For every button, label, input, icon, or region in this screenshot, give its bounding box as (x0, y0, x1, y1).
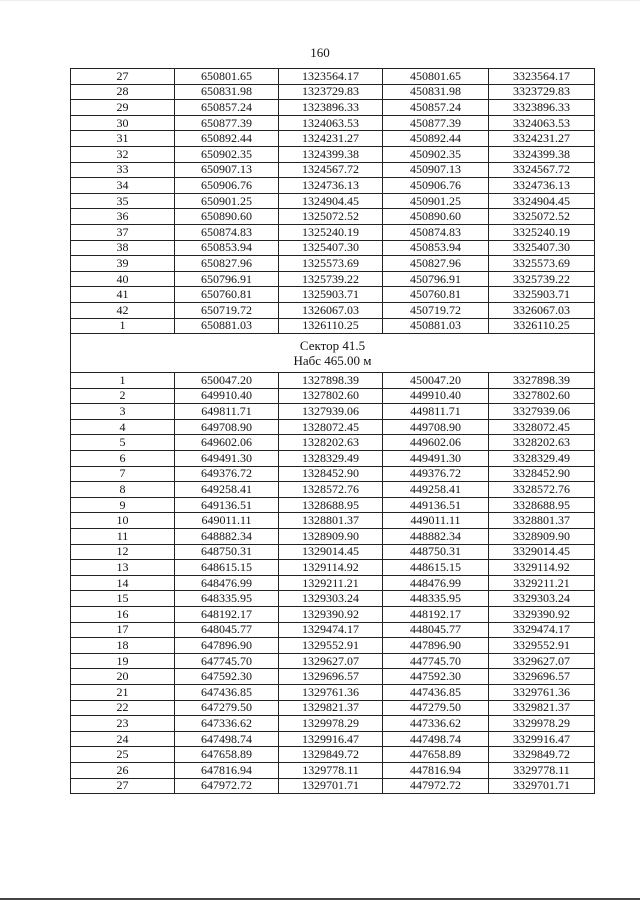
table-row (71, 607, 595, 623)
table-row (71, 115, 595, 131)
y-coord-cell: 1329303.24 (279, 591, 383, 607)
y-coord-alt-cell: 3327802.60 (489, 388, 595, 404)
x-coord-alt-cell: 447498.74 (383, 731, 489, 747)
y-coord-cell: 1329821.37 (279, 700, 383, 716)
x-coord-alt-cell: 447816.94 (383, 762, 489, 778)
sector-header-cell (71, 334, 595, 373)
page-number: 160 (310, 45, 330, 60)
x-coord-cell: 650760.81 (175, 287, 279, 303)
y-coord-cell: 1324063.53 (279, 115, 383, 131)
y-coord-cell: 1325407.30 (279, 240, 383, 256)
y-coord-alt-cell: 3325739.22 (489, 271, 595, 287)
table-row (71, 638, 595, 654)
x-coord-alt-cell: 449491.30 (383, 451, 489, 467)
y-coord-cell: 1328909.90 (279, 529, 383, 545)
x-coord-alt-cell: 449258.41 (383, 482, 489, 498)
x-coord-alt-cell: 448476.99 (383, 575, 489, 591)
y-coord-alt-cell: 3324399.38 (489, 146, 595, 162)
x-coord-cell: 647658.89 (175, 747, 279, 763)
table-row (71, 256, 595, 272)
x-coord-cell: 649602.06 (175, 435, 279, 451)
point-number-cell: 23 (71, 716, 175, 732)
table-body-bottom (71, 373, 595, 794)
point-number-cell: 42 (71, 302, 175, 318)
y-coord-cell: 1328202.63 (279, 435, 383, 451)
x-coord-cell: 647816.94 (175, 762, 279, 778)
y-coord-alt-cell: 3329303.24 (489, 591, 595, 607)
table-row (71, 271, 595, 287)
point-number-cell: 38 (71, 240, 175, 256)
x-coord-cell: 649136.51 (175, 497, 279, 513)
x-coord-cell: 650901.25 (175, 193, 279, 209)
point-number-cell: 27 (71, 69, 175, 85)
x-coord-cell: 649811.71 (175, 404, 279, 420)
table-row (71, 466, 595, 482)
y-coord-cell: 1329916.47 (279, 731, 383, 747)
page-top-edge (0, 0, 640, 1)
x-coord-cell: 647336.62 (175, 716, 279, 732)
y-coord-cell: 1326110.25 (279, 318, 383, 334)
x-coord-alt-cell: 450853.94 (383, 240, 489, 256)
x-coord-cell: 648045.77 (175, 622, 279, 638)
y-coord-cell: 1327898.39 (279, 373, 383, 389)
y-coord-cell: 1329978.29 (279, 716, 383, 732)
y-coord-alt-cell: 3329114.92 (489, 560, 595, 576)
y-coord-cell: 1325072.52 (279, 209, 383, 225)
x-coord-cell: 648750.31 (175, 544, 279, 560)
x-coord-alt-cell: 450827.96 (383, 256, 489, 272)
y-coord-alt-cell: 3325072.52 (489, 209, 595, 225)
x-coord-alt-cell: 450892.44 (383, 131, 489, 147)
point-number-cell: 1 (71, 373, 175, 389)
x-coord-alt-cell: 447972.72 (383, 778, 489, 794)
sector-header-row (71, 334, 595, 373)
x-coord-alt-cell: 450831.98 (383, 84, 489, 100)
point-number-cell: 16 (71, 607, 175, 623)
point-number-cell: 2 (71, 388, 175, 404)
x-coord-cell: 649910.40 (175, 388, 279, 404)
y-coord-alt-cell: 3328452.90 (489, 466, 595, 482)
y-coord-cell: 1325903.71 (279, 287, 383, 303)
x-coord-alt-cell: 450901.25 (383, 193, 489, 209)
table-row (71, 778, 595, 794)
y-coord-alt-cell: 3329390.92 (489, 607, 595, 623)
y-coord-alt-cell: 3326110.25 (489, 318, 595, 334)
x-coord-alt-cell: 450890.60 (383, 209, 489, 225)
point-number-cell: 12 (71, 544, 175, 560)
y-coord-alt-cell: 3324063.53 (489, 115, 595, 131)
point-number-cell: 32 (71, 146, 175, 162)
x-coord-alt-cell: 450047.20 (383, 373, 489, 389)
y-coord-cell: 1328688.95 (279, 497, 383, 513)
x-coord-alt-cell: 450881.03 (383, 318, 489, 334)
x-coord-alt-cell: 448335.95 (383, 591, 489, 607)
table-row (71, 388, 595, 404)
table-row (71, 560, 595, 576)
x-coord-alt-cell: 447896.90 (383, 638, 489, 654)
x-coord-alt-cell: 448750.31 (383, 544, 489, 560)
y-coord-alt-cell: 3327898.39 (489, 373, 595, 389)
x-coord-cell: 649491.30 (175, 451, 279, 467)
point-number-cell: 26 (71, 762, 175, 778)
y-coord-alt-cell: 3323896.33 (489, 100, 595, 116)
point-number-cell: 4 (71, 419, 175, 435)
x-coord-cell: 649708.90 (175, 419, 279, 435)
x-coord-alt-cell: 448045.77 (383, 622, 489, 638)
x-coord-alt-cell: 450719.72 (383, 302, 489, 318)
y-coord-cell: 1328572.76 (279, 482, 383, 498)
point-number-cell: 21 (71, 684, 175, 700)
point-number-cell: 30 (71, 115, 175, 131)
point-number-cell: 9 (71, 497, 175, 513)
y-coord-alt-cell: 3324904.45 (489, 193, 595, 209)
x-coord-alt-cell: 447336.62 (383, 716, 489, 732)
x-coord-alt-cell: 449708.90 (383, 419, 489, 435)
table-row (71, 162, 595, 178)
table-row (71, 84, 595, 100)
table-row (71, 669, 595, 685)
y-coord-cell: 1324399.38 (279, 146, 383, 162)
x-coord-cell: 650801.65 (175, 69, 279, 85)
x-coord-alt-cell: 450877.39 (383, 115, 489, 131)
x-coord-cell: 649376.72 (175, 466, 279, 482)
y-coord-alt-cell: 3328572.76 (489, 482, 595, 498)
table-body-top (71, 69, 595, 334)
table-row (71, 146, 595, 162)
point-number-cell: 1 (71, 318, 175, 334)
table-row (71, 747, 595, 763)
point-number-cell: 28 (71, 84, 175, 100)
y-coord-cell: 1325573.69 (279, 256, 383, 272)
y-coord-alt-cell: 3328329.49 (489, 451, 595, 467)
point-number-cell: 17 (71, 622, 175, 638)
point-number-cell: 29 (71, 100, 175, 116)
x-coord-alt-cell: 447745.70 (383, 653, 489, 669)
y-coord-cell: 1329627.07 (279, 653, 383, 669)
table-row (71, 435, 595, 451)
x-coord-cell: 649258.41 (175, 482, 279, 498)
table-row (71, 513, 595, 529)
x-coord-cell: 648882.34 (175, 529, 279, 545)
point-number-cell: 5 (71, 435, 175, 451)
point-number-cell: 22 (71, 700, 175, 716)
x-coord-cell: 648335.95 (175, 591, 279, 607)
table-row (71, 700, 595, 716)
x-coord-cell: 650902.35 (175, 146, 279, 162)
y-coord-cell: 1329761.36 (279, 684, 383, 700)
coordinates-table (70, 68, 595, 794)
x-coord-alt-cell: 450907.13 (383, 162, 489, 178)
table-row (71, 404, 595, 420)
table-row (71, 497, 595, 513)
x-coord-cell: 647972.72 (175, 778, 279, 794)
table-row (71, 209, 595, 225)
table-row (71, 318, 595, 334)
table-row (71, 482, 595, 498)
y-coord-cell: 1323729.83 (279, 84, 383, 100)
x-coord-cell: 647279.50 (175, 700, 279, 716)
y-coord-alt-cell: 3327939.06 (489, 404, 595, 420)
x-coord-cell: 647436.85 (175, 684, 279, 700)
x-coord-alt-cell: 449910.40 (383, 388, 489, 404)
x-coord-alt-cell: 448882.34 (383, 529, 489, 545)
x-coord-alt-cell: 450857.24 (383, 100, 489, 116)
point-number-cell: 11 (71, 529, 175, 545)
x-coord-cell: 650881.03 (175, 318, 279, 334)
x-coord-cell: 650857.24 (175, 100, 279, 116)
y-coord-cell: 1323564.17 (279, 69, 383, 85)
x-coord-alt-cell: 449376.72 (383, 466, 489, 482)
y-coord-cell: 1328452.90 (279, 466, 383, 482)
y-coord-alt-cell: 3329474.17 (489, 622, 595, 638)
table-row (71, 684, 595, 700)
y-coord-alt-cell: 3328202.63 (489, 435, 595, 451)
y-coord-cell: 1328072.45 (279, 419, 383, 435)
y-coord-cell: 1325240.19 (279, 224, 383, 240)
x-coord-alt-cell: 448192.17 (383, 607, 489, 623)
point-number-cell: 14 (71, 575, 175, 591)
x-coord-cell: 650853.94 (175, 240, 279, 256)
x-coord-alt-cell: 447592.30 (383, 669, 489, 685)
x-coord-cell: 650906.76 (175, 178, 279, 194)
x-coord-cell: 647896.90 (175, 638, 279, 654)
y-coord-cell: 1326067.03 (279, 302, 383, 318)
point-number-cell: 20 (71, 669, 175, 685)
y-coord-alt-cell: 3328688.95 (489, 497, 595, 513)
x-coord-alt-cell: 449602.06 (383, 435, 489, 451)
point-number-cell: 33 (71, 162, 175, 178)
x-coord-alt-cell: 450874.83 (383, 224, 489, 240)
sector-header-group (71, 334, 595, 373)
table-row (71, 178, 595, 194)
y-coord-alt-cell: 3324567.72 (489, 162, 595, 178)
y-coord-alt-cell: 3325903.71 (489, 287, 595, 303)
point-number-cell: 27 (71, 778, 175, 794)
y-coord-alt-cell: 3325407.30 (489, 240, 595, 256)
table-row (71, 544, 595, 560)
y-coord-cell: 1328329.49 (279, 451, 383, 467)
y-coord-alt-cell: 3328909.90 (489, 529, 595, 545)
y-coord-cell: 1329849.72 (279, 747, 383, 763)
y-coord-alt-cell: 3329627.07 (489, 653, 595, 669)
point-number-cell: 13 (71, 560, 175, 576)
point-number-cell: 15 (71, 591, 175, 607)
x-coord-alt-cell: 450906.76 (383, 178, 489, 194)
y-coord-cell: 1329211.21 (279, 575, 383, 591)
y-coord-cell: 1327802.60 (279, 388, 383, 404)
y-coord-alt-cell: 3325573.69 (489, 256, 595, 272)
point-number-cell: 40 (71, 271, 175, 287)
x-coord-cell: 648615.15 (175, 560, 279, 576)
bottom-page-rule (0, 898, 640, 900)
point-number-cell: 25 (71, 747, 175, 763)
y-coord-alt-cell: 3323729.83 (489, 84, 595, 100)
x-coord-alt-cell: 447436.85 (383, 684, 489, 700)
y-coord-alt-cell: 3329778.11 (489, 762, 595, 778)
y-coord-cell: 1329390.92 (279, 607, 383, 623)
x-coord-alt-cell: 450760.81 (383, 287, 489, 303)
point-number-cell: 10 (71, 513, 175, 529)
y-coord-alt-cell: 3324736.13 (489, 178, 595, 194)
x-coord-cell: 650827.96 (175, 256, 279, 272)
table-row (71, 731, 595, 747)
x-coord-alt-cell: 448615.15 (383, 560, 489, 576)
point-number-cell: 18 (71, 638, 175, 654)
x-coord-cell: 647498.74 (175, 731, 279, 747)
x-coord-alt-cell: 449811.71 (383, 404, 489, 420)
y-coord-cell: 1328801.37 (279, 513, 383, 529)
y-coord-alt-cell: 3329552.91 (489, 638, 595, 654)
table-row (71, 373, 595, 389)
y-coord-alt-cell: 3329821.37 (489, 700, 595, 716)
point-number-cell: 35 (71, 193, 175, 209)
y-coord-alt-cell: 3328801.37 (489, 513, 595, 529)
x-coord-cell: 649011.11 (175, 513, 279, 529)
table-row (71, 240, 595, 256)
x-coord-cell: 650719.72 (175, 302, 279, 318)
point-number-cell: 24 (71, 731, 175, 747)
table-row (71, 302, 595, 318)
point-number-cell: 39 (71, 256, 175, 272)
y-coord-alt-cell: 3324231.27 (489, 131, 595, 147)
x-coord-cell: 650907.13 (175, 162, 279, 178)
table-row (71, 622, 595, 638)
point-number-cell: 36 (71, 209, 175, 225)
point-number-cell: 37 (71, 224, 175, 240)
point-number-cell: 7 (71, 466, 175, 482)
y-coord-cell: 1329778.11 (279, 762, 383, 778)
y-coord-alt-cell: 3329978.29 (489, 716, 595, 732)
point-number-cell: 8 (71, 482, 175, 498)
y-coord-alt-cell: 3329916.47 (489, 731, 595, 747)
table-row (71, 131, 595, 147)
x-coord-cell: 650796.91 (175, 271, 279, 287)
x-coord-cell: 650831.98 (175, 84, 279, 100)
point-number-cell: 41 (71, 287, 175, 303)
y-coord-cell: 1329552.91 (279, 638, 383, 654)
y-coord-cell: 1329701.71 (279, 778, 383, 794)
y-coord-alt-cell: 3329849.72 (489, 747, 595, 763)
y-coord-alt-cell: 3329761.36 (489, 684, 595, 700)
point-number-cell: 31 (71, 131, 175, 147)
x-coord-cell: 650890.60 (175, 209, 279, 225)
point-number-cell: 19 (71, 653, 175, 669)
table-row (71, 69, 595, 85)
y-coord-cell: 1325739.22 (279, 271, 383, 287)
x-coord-alt-cell: 449011.11 (383, 513, 489, 529)
table-row (71, 193, 595, 209)
y-coord-alt-cell: 3328072.45 (489, 419, 595, 435)
x-coord-cell: 650874.83 (175, 224, 279, 240)
sector-height: Набс 465.00 м (293, 353, 372, 369)
sector-title: Сектор 41.5 (299, 338, 366, 354)
x-coord-cell: 650047.20 (175, 373, 279, 389)
table-row (71, 100, 595, 116)
table-row (71, 287, 595, 303)
y-coord-cell: 1324231.27 (279, 131, 383, 147)
table-row (71, 224, 595, 240)
y-coord-alt-cell: 3329696.57 (489, 669, 595, 685)
x-coord-alt-cell: 450902.35 (383, 146, 489, 162)
table-row (71, 762, 595, 778)
y-coord-alt-cell: 3329014.45 (489, 544, 595, 560)
point-number-cell: 34 (71, 178, 175, 194)
y-coord-cell: 1329014.45 (279, 544, 383, 560)
y-coord-cell: 1329114.92 (279, 560, 383, 576)
x-coord-cell: 650892.44 (175, 131, 279, 147)
table-row (71, 451, 595, 467)
x-coord-cell: 650877.39 (175, 115, 279, 131)
x-coord-alt-cell: 447279.50 (383, 700, 489, 716)
y-coord-cell: 1324736.13 (279, 178, 383, 194)
table-row (71, 653, 595, 669)
y-coord-alt-cell: 3326067.03 (489, 302, 595, 318)
y-coord-cell: 1324567.72 (279, 162, 383, 178)
table-row (71, 591, 595, 607)
y-coord-cell: 1327939.06 (279, 404, 383, 420)
x-coord-cell: 647592.30 (175, 669, 279, 685)
x-coord-alt-cell: 447658.89 (383, 747, 489, 763)
table-row (71, 716, 595, 732)
table-row (71, 419, 595, 435)
y-coord-cell: 1329696.57 (279, 669, 383, 685)
y-coord-alt-cell: 3323564.17 (489, 69, 595, 85)
x-coord-cell: 648192.17 (175, 607, 279, 623)
x-coord-cell: 647745.70 (175, 653, 279, 669)
point-number-cell: 3 (71, 404, 175, 420)
point-number-cell: 6 (71, 451, 175, 467)
y-coord-cell: 1329474.17 (279, 622, 383, 638)
y-coord-cell: 1323896.33 (279, 100, 383, 116)
table-row (71, 575, 595, 591)
x-coord-alt-cell: 449136.51 (383, 497, 489, 513)
x-coord-alt-cell: 450796.91 (383, 271, 489, 287)
x-coord-cell: 648476.99 (175, 575, 279, 591)
y-coord-alt-cell: 3329211.21 (489, 575, 595, 591)
y-coord-alt-cell: 3329701.71 (489, 778, 595, 794)
y-coord-cell: 1324904.45 (279, 193, 383, 209)
y-coord-alt-cell: 3325240.19 (489, 224, 595, 240)
x-coord-alt-cell: 450801.65 (383, 69, 489, 85)
table-row (71, 529, 595, 545)
